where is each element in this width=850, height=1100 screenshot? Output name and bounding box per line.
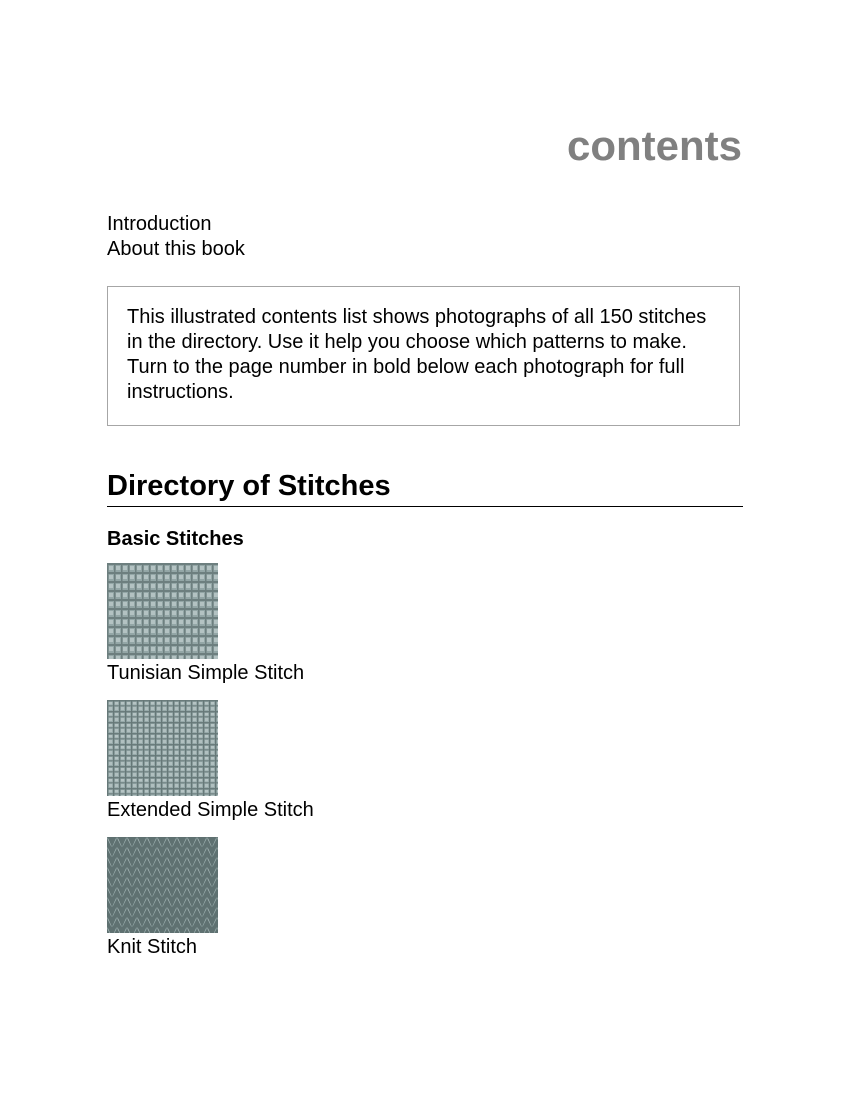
stitch-list: [107, 563, 314, 974]
basic-stitches-heading: Basic Stitches: [107, 528, 244, 550]
directory-heading: Directory of Stitches: [107, 468, 743, 507]
intro-note-box: [107, 286, 740, 426]
stitch-item-knit[interactable]: [107, 837, 314, 974]
page-title: contents: [566, 122, 742, 169]
stitch-name: Extended Simple Stitch: [107, 799, 314, 821]
stitch-name: Knit Stitch: [107, 936, 198, 958]
stitch-item-extended-simple[interactable]: [107, 700, 314, 837]
intro-note-text: This illustrated contents list shows photographs of all 150 stitches in the directory. Use it help you choose which patterns to make. Turn to the page number in bold below each photograph for full instructions.: [127, 306, 707, 403]
link-about-this-book[interactable]: About this book: [107, 238, 245, 260]
front-matter-links: [107, 212, 245, 262]
tunisian-simple-stitch-swatch[interactable]: [107, 563, 218, 659]
knit-stitch-swatch[interactable]: [107, 837, 218, 933]
extended-simple-stitch-swatch[interactable]: [107, 700, 218, 796]
stitch-item-tunisian-simple[interactable]: [107, 563, 314, 700]
stitch-name: Tunisian Simple Stitch: [107, 662, 305, 684]
link-introduction[interactable]: Introduction: [107, 213, 212, 235]
